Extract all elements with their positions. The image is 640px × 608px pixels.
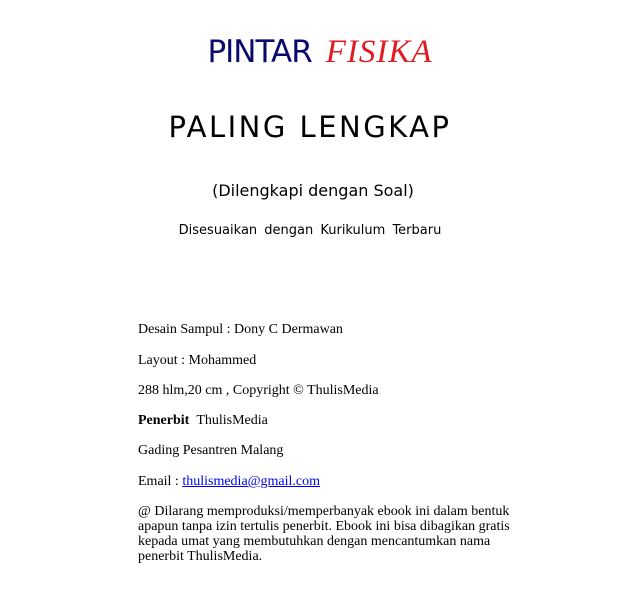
email-line [138,474,320,490]
cover-design-credit: Desain Sampul : Dony C Dermawan [138,322,343,337]
publisher-address: Gading Pesantren Malang [138,443,284,458]
layout-credit: Layout : Mohammed [138,353,257,368]
book-subtitle: (Dilengkapi dengan Soal) [212,181,414,200]
title-fisika: FISIKA [325,34,433,70]
email-label: Email : [138,474,183,489]
curriculum-note: Disesuaikan dengan Kurikulum Terbaru [178,223,442,238]
book-title [0,34,640,71]
copyright-disclaimer: @ Dilarang memproduksi/memperbanyak ebook ini dalam bentuk apapun tanpa izin tertulis penerbit. Ebook ini bisa dibagikan gratis kepada umat yang membutuhkan dengan mencantumkan nama penerbit ThulisMedia. [138,504,510,564]
publisher-label: Penerbit [138,413,190,428]
book-specs: 288 hlm,20 cm , Copyright © ThulisMedia [138,383,379,398]
publisher-name: ThulisMedia [196,413,268,428]
title-pintar: PINTAR [207,34,312,70]
book-heading: PALING LENGKAP [168,110,452,144]
email-link[interactable]: thulismedia@gmail.com [182,474,321,489]
publisher-line [138,413,268,429]
